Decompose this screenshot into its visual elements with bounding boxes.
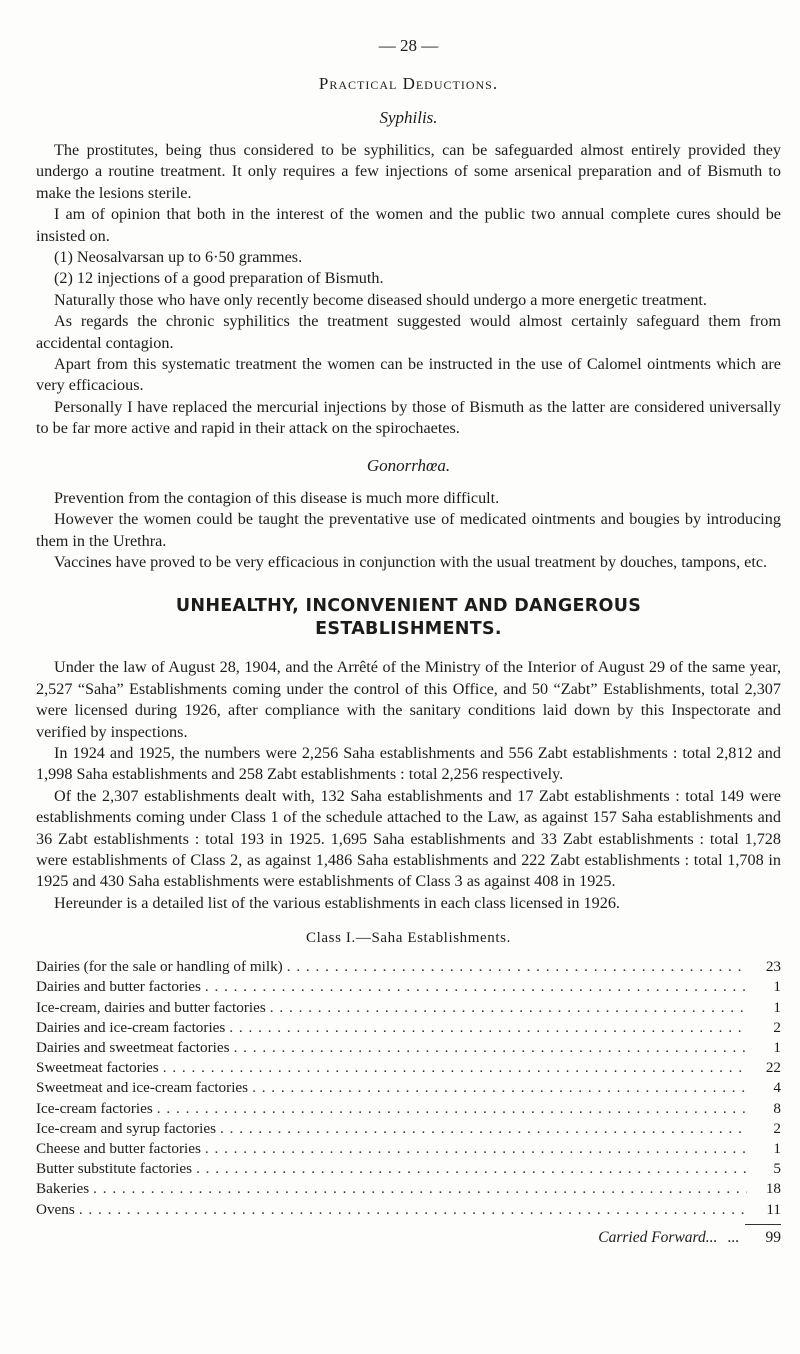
row-value: 22 (765, 1059, 781, 1077)
row-label: Bakeries (36, 1180, 90, 1198)
row-label: Sweetmeat and ice-cream factories (36, 1079, 249, 1097)
table-row (36, 1159, 781, 1179)
row-value: 8 (773, 1099, 781, 1117)
leader-dots (252, 1078, 747, 1098)
syphilis-heading: Syphilis. (379, 108, 438, 127)
row-value: 23 (765, 958, 781, 976)
list-item: (1) Neosalvarsan up to 6·50 grammes. (54, 248, 303, 267)
row-value: 1 (773, 998, 781, 1016)
establishment-table (36, 957, 781, 1249)
leader-dots (196, 1159, 747, 1179)
row-label: Ice-cream, dairies and butter factories (36, 998, 266, 1016)
establishments-heading (36, 595, 781, 641)
total-rule (745, 1224, 781, 1225)
row-label: Cheese and butter factories (36, 1140, 201, 1158)
row-value: 1 (773, 1140, 781, 1158)
row-value: 11 (766, 1200, 781, 1218)
paragraph: As regards the chronic syphilitics the treatment suggested would almost certainly safeguard them from accidental contagion. (36, 312, 781, 352)
paragraph: Personally I have replaced the mercurial injections by those of Bismuth as the latter are considered universally to be far more active and rapid in their attack on the spirochaetes. (36, 397, 781, 438)
row-label: Ice-cream and syrup factories (36, 1119, 217, 1137)
paragraph: Naturally those who have only recently become diseased should undergo a more energetic treatment. (54, 290, 707, 309)
row-value: 18 (765, 1180, 781, 1198)
table-row (36, 1139, 781, 1159)
row-label: Butter substitute factories (36, 1160, 193, 1178)
row-label: Dairies (for the sale or handling of milk) (36, 958, 283, 976)
row-value: 4 (773, 1079, 781, 1097)
paragraph: The prostitutes, being thus considered to be syphilitics, can be safeguarded almost entirely provided they undergo a routine treatment. It only requires a few injections of some arsenical preparation and of Bismuth to make the lesions sterile. (36, 141, 781, 202)
carried-forward-row (36, 1227, 781, 1249)
leader-dots (205, 1139, 747, 1159)
heading-line: ESTABLISHMENTS. (315, 619, 502, 640)
row-value: 2 (773, 1119, 781, 1137)
row-value: 1 (773, 978, 781, 996)
row-value: 1 (773, 1039, 781, 1056)
leader-dots (229, 1018, 747, 1038)
gonorrhoea-heading: Gonorrhœa. (366, 455, 451, 475)
carried-forward-value: 99 (765, 1228, 781, 1246)
table-row (36, 1078, 781, 1098)
paragraph: Under the law of August 28, 1904, and the Arrêté of the Ministry of the Interior of August 29 of the same year, 2,527 “Saha” Establishments coming under the control of this Office, and 50 “Zabt” Establishments, total 2,307 were licensed during 1926, after compliance with the sanitary conditions laid down by this Inspectorate and verified by inspections. (36, 658, 781, 741)
heading-line: UNHEALTHY, INCONVENIENT AND DANGEROUS (175, 596, 642, 617)
paragraph: I am of opinion that both in the interest of the women and the public two annual complete cures should be insisted on. (36, 205, 781, 245)
carried-forward-dots: ... (727, 1228, 739, 1246)
leader-dots (157, 1099, 747, 1119)
leader-dots (79, 1200, 747, 1220)
leader-dots (270, 998, 747, 1018)
leader-dots (234, 1038, 747, 1058)
row-label: Sweetmeat factories (36, 1059, 159, 1077)
leader-dots (220, 1119, 747, 1139)
paragraph: However the women could be taught the preventative use of medicated ointments and bougies by introducing them in the Urethra. (36, 510, 781, 550)
row-label: Dairies and sweetmeat factories (36, 1039, 230, 1056)
row-label: Dairies and ice-cream factories (36, 1018, 226, 1036)
leader-dots (163, 1058, 747, 1078)
page-number: — 28 — (378, 36, 439, 55)
table-row (36, 1179, 781, 1199)
leader-dots (93, 1179, 747, 1199)
paragraph: Of the 2,307 establishments dealt with, 132 Saha establishments and 17 Zabt establishments : total 149 were establishments coming under Class 1 of the schedule attached to the Law, as against 157 Saha establishments and 36 Zabt establishments : total 193 in 1925. 1,695 Saha establishments and 33 Zabt establishments : total 1,728 were establishments of Class 2, as against 1,486 Saha establishments and 222 Zabt establishments : total 1,708 in 1925 and 430 Saha establishments were establishments of Class 3 as against 408 in 1925. (36, 786, 781, 891)
paragraph: In 1924 and 1925, the numbers were 2,256 Saha establishments and 556 Zabt establishments : total 2,812 and 1,998 Saha establishments and 258 Zabt establishments : total 2,256 respectively. (36, 743, 781, 784)
row-label: Dairies and butter factories (36, 978, 201, 996)
table-row (36, 1119, 781, 1139)
table-row (36, 1058, 781, 1078)
table-row (36, 1200, 781, 1220)
table-row (36, 998, 781, 1018)
table-row (36, 1038, 781, 1058)
leader-dots (205, 977, 747, 997)
row-label: Ice-cream factories (36, 1099, 153, 1117)
paragraph: Apart from this systematic treatment the women can be instructed in the use of Calomel ointments which are very efficacious. (36, 355, 781, 395)
document-page (36, 36, 781, 1249)
leader-dots (287, 957, 747, 977)
table-row (36, 957, 781, 977)
table-row (36, 977, 781, 997)
row-label: Ovens (36, 1200, 75, 1218)
table-row (36, 1099, 781, 1119)
row-value: 5 (773, 1160, 781, 1178)
carried-forward-label: Carried Forward... (598, 1228, 718, 1246)
paragraph: Prevention from the contagion of this disease is much more difficult. (54, 488, 500, 507)
paragraph: Hereunder is a detailed list of the various establishments in each class licensed in 1926. (54, 893, 620, 912)
paragraph: Vaccines have proved to be very efficacious in conjunction with the usual treatment by douches, tampons, etc. (54, 552, 768, 571)
row-value: 2 (773, 1018, 781, 1036)
list-item: (2) 12 injections of a good preparation of Bismuth. (54, 269, 384, 288)
section-title: Practical Deductions. (318, 74, 499, 93)
class-1-heading: Class I.—Saha Establishments. (306, 930, 511, 947)
table-row (36, 1018, 781, 1038)
